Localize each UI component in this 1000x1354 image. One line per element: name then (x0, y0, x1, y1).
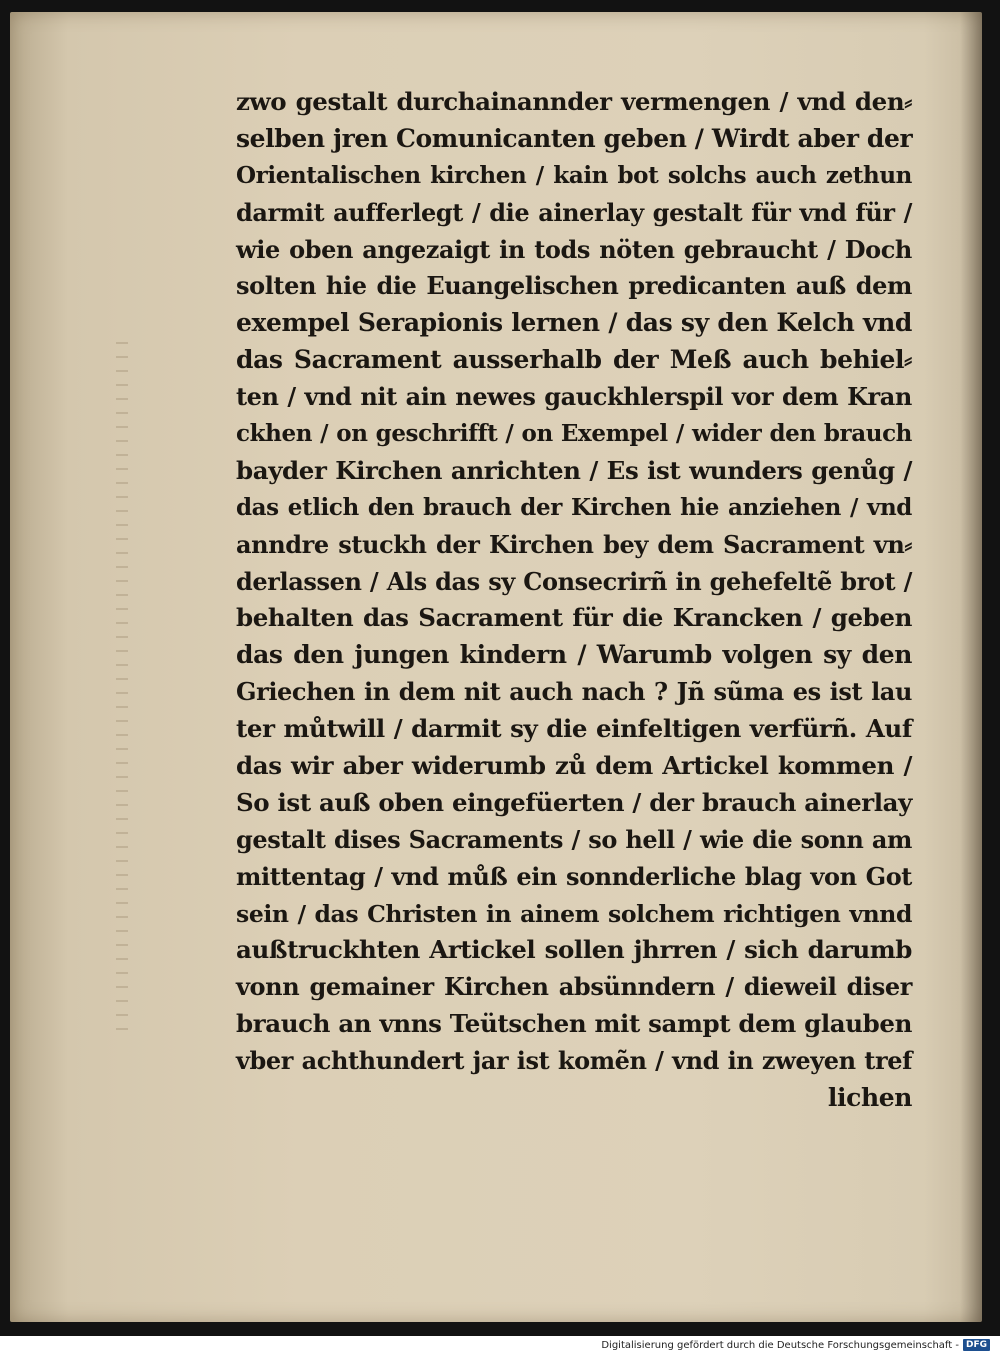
page-edge-shadow (960, 12, 982, 1322)
page-text-block (236, 84, 912, 1117)
text-line: bayder Kirchen anrichten / Es ist wunders genůg / (236, 455, 912, 485)
text-line: das wir aber widerumb zů dem Artickel kommen / (236, 751, 912, 781)
footer-credit (601, 1338, 990, 1352)
text-line: vonn gemainer Kirchen absünndern / dieweil diser (236, 972, 912, 1002)
text-line: das Sacrament ausserhalb der Meß auch behiel⸗ (236, 345, 912, 375)
text-line: mittentag / vnd můß ein sonnderliche blag von Got (236, 861, 912, 891)
text-line: sein / das Christen in ainem solchem richtigen vnnd (236, 899, 912, 928)
text-line: vber achthundert jar ist komẽn / vnd in zweyen tref (236, 1046, 912, 1076)
text-line: wie oben angezaigt in tods nöten gebraucht / Doch (236, 234, 912, 264)
text-line: das den jungen kindern / Warumb volgen sy den (236, 640, 912, 670)
text-line: gestalt dises Sacraments / so hell / wie die sonn am (236, 824, 912, 854)
text-line: solten hie die Euangelischen predicanten auß dem (236, 271, 912, 301)
text-line: exempel Serapionis lernen / das sy den Kelch vnd (236, 308, 912, 338)
text-line: ten / vnd nit ain newes gauckhlerspil vor dem Kran (236, 382, 912, 412)
text-line: ckhen / on geschrifft / on Exempel / wider den brauch (236, 420, 912, 448)
binding-marks (116, 342, 128, 1042)
text-line: zwo gestalt durchainannder vermengen / vnd den⸗ (236, 87, 912, 116)
text-line: das etlich den brauch der Kirchen hie anziehen / vnd (236, 493, 912, 521)
text-line: außtruckhten Artickel sollen jhrren / sich darumb (236, 935, 912, 965)
text-line: darmit aufferlegt / die ainerlay gestalt für vnd für / (236, 197, 912, 227)
text-line: anndre stuckh der Kirchen bey dem Sacrament vn⸗ (236, 529, 912, 559)
funding-text: Digitalisierung gefördert durch die Deutsche Forschungsgemeinschaft - (601, 1339, 959, 1351)
text-line: Orientalischen kirchen / kain bot solchs auch zethun (236, 161, 912, 189)
text-line: Griechen in dem nit auch nach ? Jñ sũma es ist lau (236, 677, 912, 707)
text-line: selben jren Comunicanten geben / Wirdt aber der (236, 123, 913, 153)
text-line: So ist auß oben eingefüerten / der brauch ainerlay (236, 787, 912, 817)
text-line: brauch an vnns Teütschen mit sampt dem glauben (236, 1009, 912, 1039)
catchword: lichen (827, 1083, 912, 1113)
dfg-logo-icon: DFG (963, 1339, 990, 1351)
text-line: ter můtwill / darmit sy die einfeltigen verfürñ. Auf (236, 714, 912, 744)
text-line: behalten das Sacrament für die Krancken / geben (236, 603, 912, 633)
text-line: derlassen / Als das sy Consecrirñ in gehefeltẽ brot / (236, 566, 912, 596)
